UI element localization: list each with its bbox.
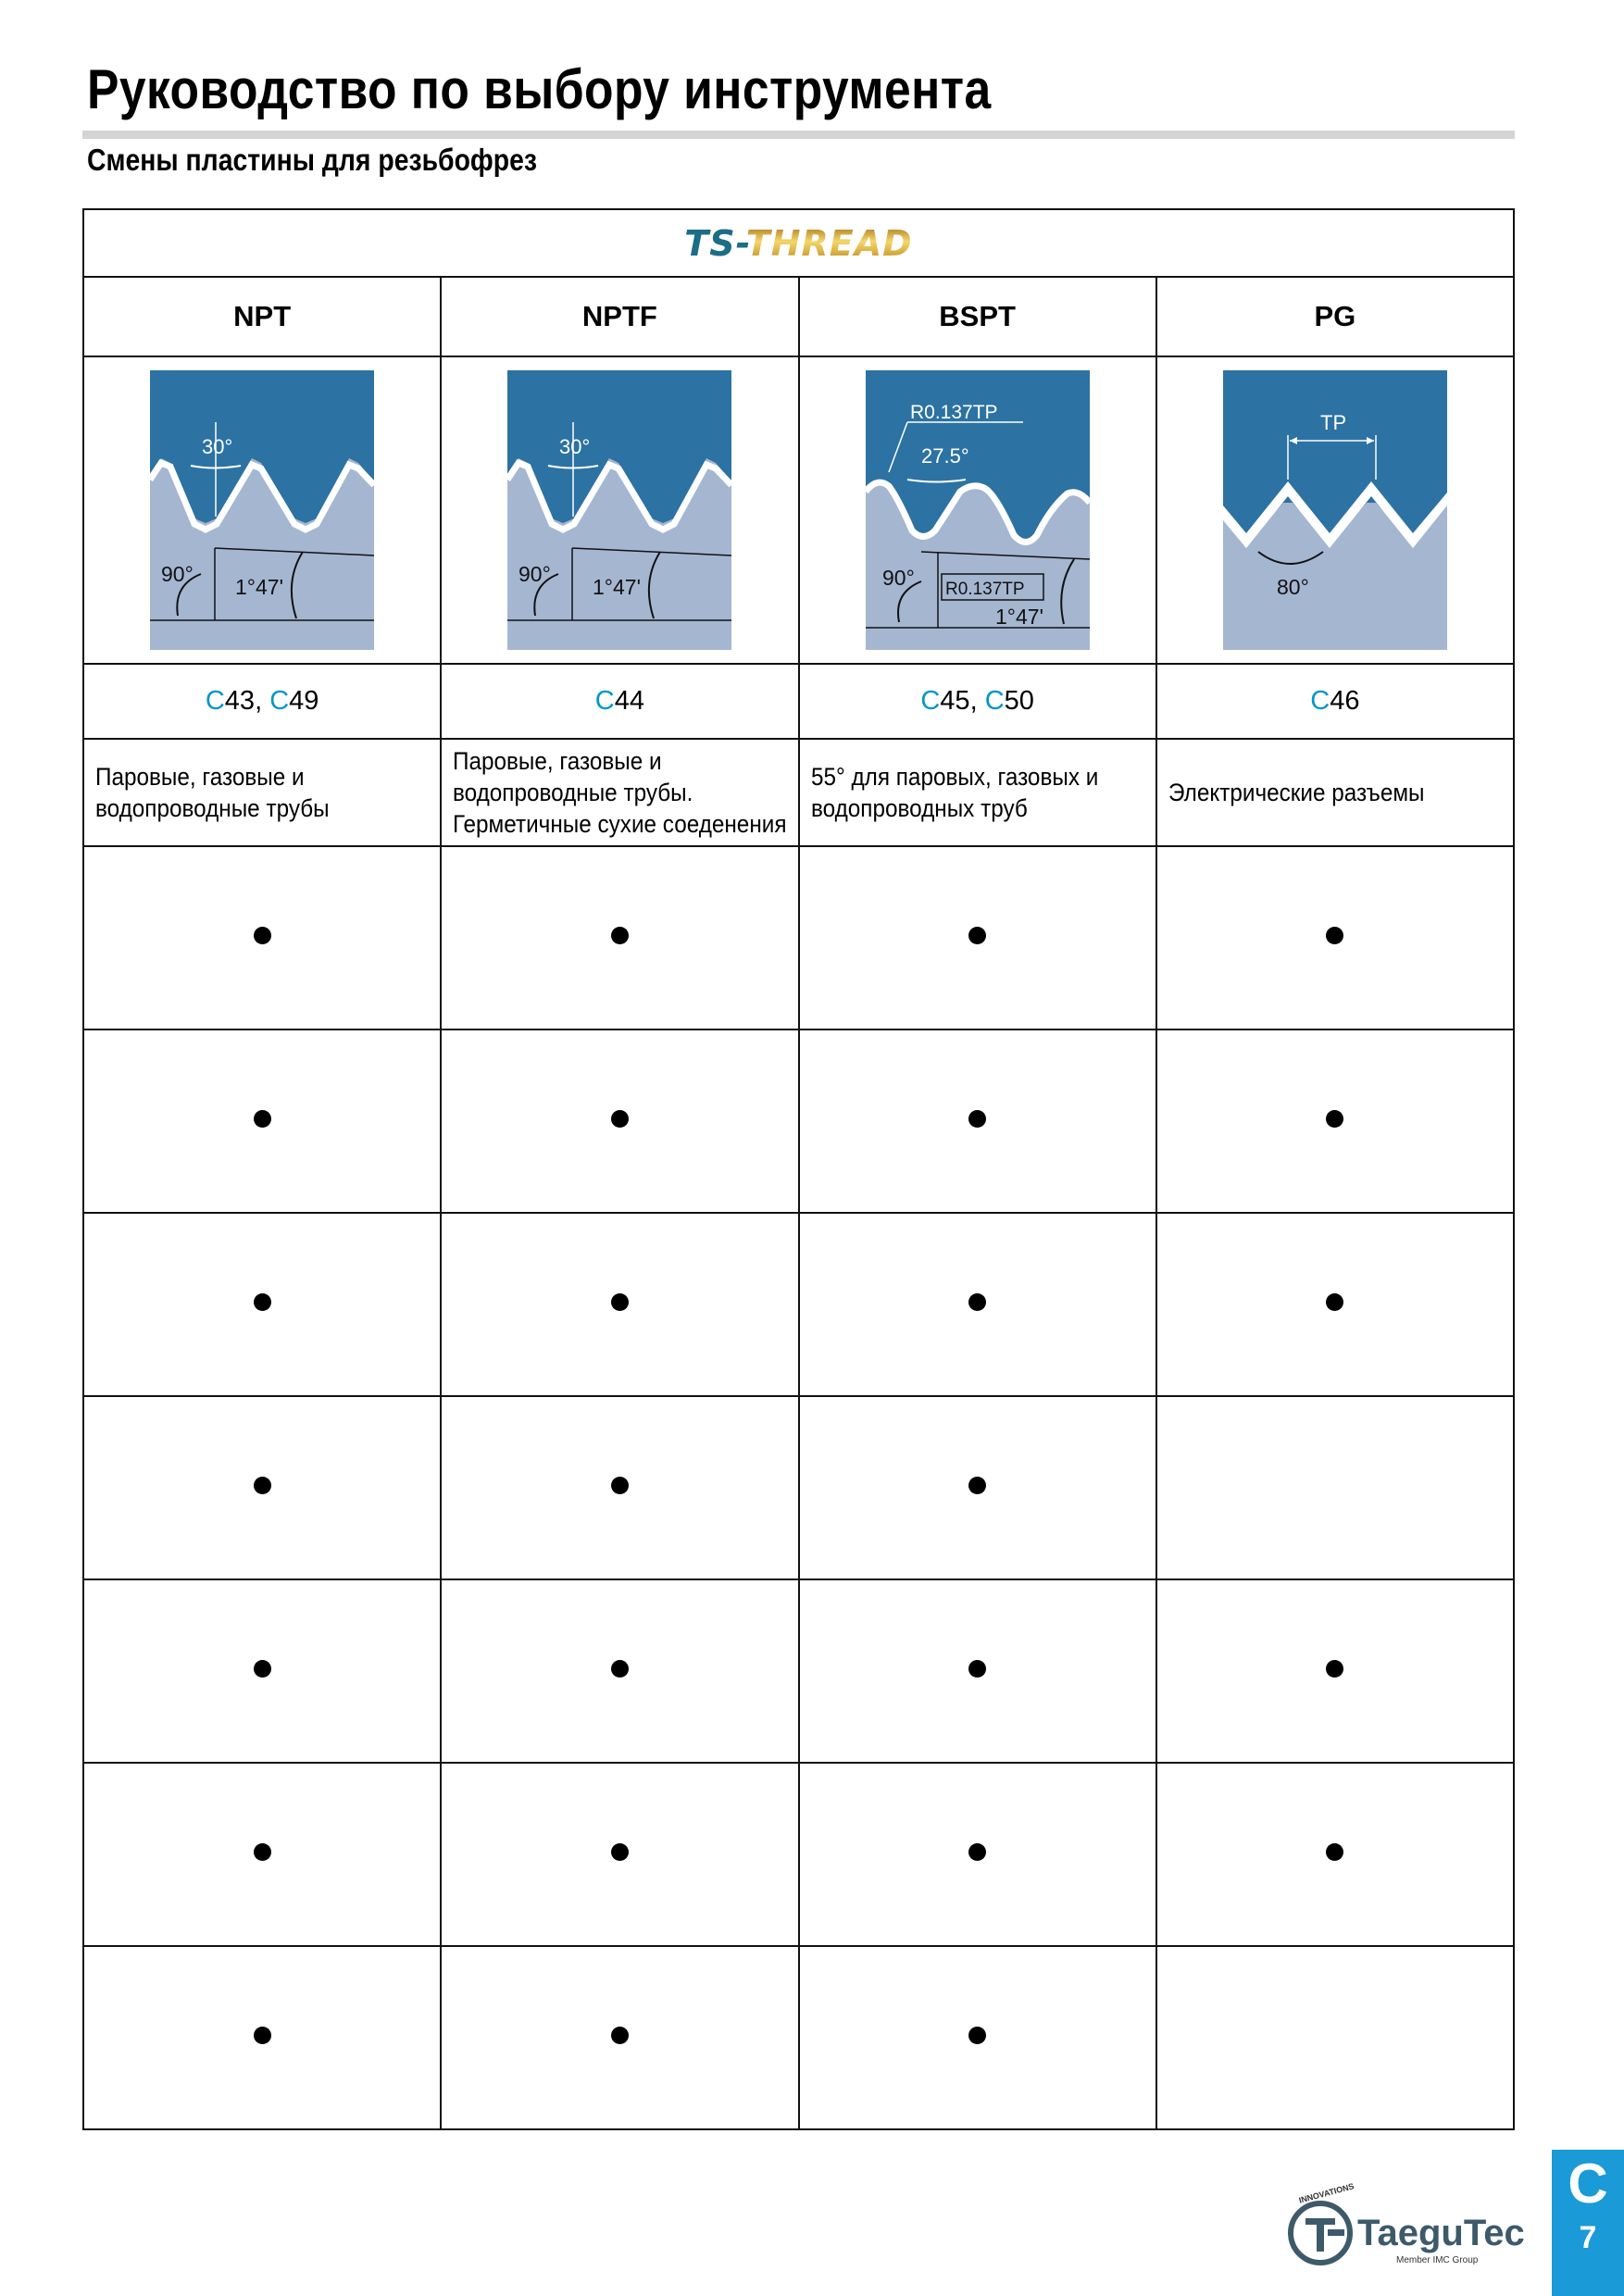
availability-dot [254, 1110, 271, 1128]
availability-dot [254, 927, 271, 944]
section-tab [1552, 2150, 1624, 2296]
npt-description: Паровые, газовые и водопроводные трубы [83, 739, 441, 846]
availability-dot [968, 1843, 986, 1861]
availability-cell-bspt [799, 1396, 1156, 1579]
availability-cell-pg [1156, 1213, 1514, 1396]
nptf-profile-cell [441, 356, 798, 664]
taegutec-logo: INNOVATIONS TaeguTec Member IMC Group [1285, 2187, 1517, 2270]
svg-text:R0.137TP: R0.137TP [909, 402, 998, 423]
availability-dot [1326, 1293, 1343, 1311]
thread-type-nptf: NPTF [441, 277, 798, 356]
bspt-insert-codes: C45, C50 [799, 664, 1156, 739]
availability-dot [611, 1293, 629, 1311]
availability-cell-pg [1156, 1946, 1514, 2129]
availability-dot [968, 1110, 986, 1128]
page-title: Руководство по выбору инструмента [87, 58, 992, 120]
availability-dot [968, 1293, 986, 1311]
logo-wordmark: TaeguTec [1357, 2213, 1525, 2253]
svg-text:TP: TP [1319, 411, 1346, 434]
pg-thread-profile-diagram [1223, 370, 1447, 650]
availability-cell-pg [1156, 846, 1514, 1029]
taegutec-emblem-icon [1285, 2196, 1359, 2270]
pg-description: Электрические разъемы [1156, 739, 1514, 846]
brand-row [83, 209, 1514, 277]
svg-text:30°: 30° [559, 435, 591, 458]
nptf-description: Паровые, газовые и водопроводные трубы. Герметичные сухие соеденения [441, 739, 798, 846]
availability-cell-nptf [441, 1396, 798, 1579]
availability-dot [254, 1843, 271, 1861]
availability-dot [611, 927, 629, 944]
availability-cell-nptf [441, 846, 798, 1029]
availability-row [83, 1213, 1514, 1396]
availability-dot [254, 1660, 271, 1678]
svg-text:90°: 90° [161, 562, 194, 586]
svg-text:80°: 80° [1276, 575, 1309, 599]
availability-dot [1326, 1660, 1343, 1678]
logo-tagline: Member IMC Group [1396, 2255, 1479, 2265]
availability-cell-npt [83, 1579, 441, 1763]
availability-cell-nptf [441, 1213, 798, 1396]
availability-cell-bspt [799, 1579, 1156, 1763]
thread-type-pg: PG [1156, 277, 1514, 356]
page-subtitle: Смены пластины для резьбофрез [87, 143, 537, 177]
availability-dot [1326, 1843, 1343, 1861]
availability-row [83, 1029, 1514, 1213]
availability-cell-npt [83, 1946, 441, 2129]
availability-row [83, 1946, 1514, 2129]
svg-text:27.5°: 27.5° [920, 444, 969, 468]
availability-row [83, 1763, 1514, 1946]
npt-insert-codes: C43, C49 [83, 664, 441, 739]
availability-dot [968, 927, 986, 944]
page-number: 7 [1579, 2220, 1597, 2255]
svg-text:90°: 90° [518, 562, 552, 586]
availability-dot [968, 1660, 986, 1678]
availability-cell-bspt [799, 1213, 1156, 1396]
availability-dot [254, 1477, 271, 1494]
svg-text:R0.137TP: R0.137TP [944, 580, 1025, 599]
description-row [83, 739, 1514, 846]
availability-row [83, 1579, 1514, 1763]
insert-code-row [83, 664, 1514, 739]
availability-row [83, 1396, 1514, 1579]
availability-cell-npt [83, 1029, 441, 1213]
availability-cell-npt [83, 1213, 441, 1396]
title-divider [82, 131, 1515, 139]
availability-cell-pg [1156, 1396, 1514, 1579]
ts-thread-logo: TS-THREAD [684, 222, 913, 264]
pg-profile-cell [1156, 356, 1514, 664]
bspt-description: 55° для паровых, газовых и водопроводных труб [799, 739, 1156, 846]
svg-text:90°: 90° [881, 566, 915, 590]
availability-cell-npt [83, 846, 441, 1029]
availability-cell-pg [1156, 1029, 1514, 1213]
diagram-row [83, 356, 1514, 664]
thread-insert-table [82, 208, 1515, 2130]
svg-text:1°47': 1°47' [235, 575, 284, 599]
bspt-profile-cell [799, 356, 1156, 664]
availability-cell-npt [83, 1763, 441, 1946]
thread-type-npt: NPT [83, 277, 441, 356]
availability-cell-nptf [441, 1029, 798, 1213]
npt-profile-cell [83, 356, 441, 664]
thread-type-bspt: BSPT [799, 277, 1156, 356]
pg-insert-codes: C46 [1156, 664, 1514, 739]
nptf-thread-profile-diagram [507, 370, 731, 650]
bspt-thread-profile-diagram [866, 370, 1090, 650]
svg-text:1°47': 1°47' [593, 575, 642, 599]
svg-text:1°47': 1°47' [994, 605, 1043, 629]
availability-row [83, 846, 1514, 1029]
availability-dot [611, 2027, 629, 2044]
availability-rows [83, 846, 1514, 2129]
availability-dot [611, 1110, 629, 1128]
availability-dot [1326, 1110, 1343, 1128]
availability-cell-nptf [441, 1946, 798, 2129]
npt-thread-profile-diagram [150, 370, 374, 650]
availability-cell-pg [1156, 1763, 1514, 1946]
availability-dot [611, 1660, 629, 1678]
availability-dot [968, 2027, 986, 2044]
availability-cell-nptf [441, 1579, 798, 1763]
section-letter: C [1568, 2152, 1608, 2215]
type-row [83, 277, 1514, 356]
availability-cell-nptf [441, 1763, 798, 1946]
svg-text:30°: 30° [202, 435, 233, 458]
availability-dot [254, 1293, 271, 1311]
availability-cell-bspt [799, 1763, 1156, 1946]
availability-cell-pg [1156, 1579, 1514, 1763]
availability-cell-bspt [799, 1029, 1156, 1213]
availability-dot [254, 2027, 271, 2044]
availability-dot [611, 1477, 629, 1494]
availability-dot [611, 1843, 629, 1861]
availability-dot [1326, 927, 1343, 944]
availability-cell-bspt [799, 846, 1156, 1029]
availability-cell-npt [83, 1396, 441, 1579]
nptf-insert-codes: C44 [441, 664, 798, 739]
availability-cell-bspt [799, 1946, 1156, 2129]
availability-dot [968, 1477, 986, 1494]
